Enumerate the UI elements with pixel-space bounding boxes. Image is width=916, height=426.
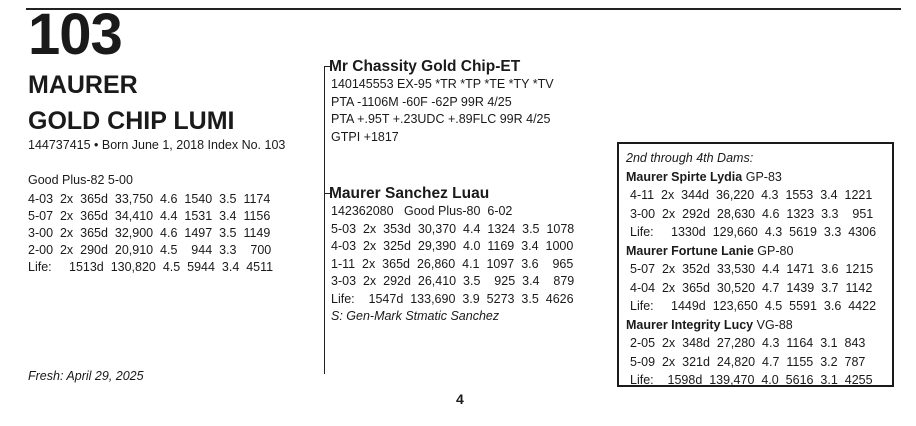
cow-record-row: 4-03 2x 365d 33,750 4.6 1540 3.5 1174 bbox=[28, 192, 271, 206]
sire-name: Mr Chassity Gold Chip-ET bbox=[329, 58, 521, 75]
ancestors-header: 2nd through 4th Dams: bbox=[626, 151, 754, 165]
header-rule bbox=[26, 8, 901, 10]
fresh-date: Fresh: April 29, 2025 bbox=[28, 369, 144, 383]
cow-record-row: 3-00 2x 365d 32,900 4.6 1497 3.5 1149 bbox=[28, 226, 271, 240]
ancestor-record-row: 5-07 2x 352d 33,530 4.4 1471 3.6 1215 bbox=[630, 262, 874, 276]
dam-record-row: 3-03 2x 292d 26,410 3.5 925 3.4 879 bbox=[331, 274, 575, 288]
ancestor-record-row: 4-11 2x 344d 36,220 4.3 1553 3.4 1221 bbox=[630, 188, 873, 202]
cow-name-line-1: MAURER bbox=[28, 71, 138, 99]
dam-block bbox=[329, 185, 574, 326]
dam-record-row: 5-03 2x 353d 30,370 4.4 1324 3.5 1078 bbox=[331, 221, 575, 236]
cow-classification: Good Plus-82 5-00 bbox=[28, 173, 133, 187]
ancestor-lifetime-row: Life: 1449d 123,650 4.5 5591 3.6 4422 bbox=[630, 299, 877, 313]
ancestor-record-row: 4-04 2x 365d 30,520 4.7 1439 3.7 1142 bbox=[630, 280, 873, 295]
ancestor-class: GP-83 bbox=[745, 169, 782, 184]
cow-records bbox=[28, 191, 273, 276]
lot-number: 103 bbox=[28, 2, 122, 67]
dam-record-row: 1-11 2x 365d 26,860 4.1 1097 3.6 965 bbox=[331, 256, 574, 271]
ancestor-class: GP-80 bbox=[757, 243, 794, 258]
sire-id-line: 140145553 EX-95 *TR *TP *TE *TY *TV bbox=[331, 77, 554, 91]
ancestor-class: VG-88 bbox=[756, 317, 793, 332]
ancestor-lifetime-row: Life: 1330d 129,660 4.3 5619 3.3 4306 bbox=[630, 225, 877, 239]
ancestor-name: Maurer Spirte Lydia GP-83 bbox=[626, 169, 782, 184]
cow-name-line-2: GOLD CHIP LUMI bbox=[28, 107, 235, 135]
cow-lifetime-row: Life: 1513d 130,820 4.5 5944 3.4 4511 bbox=[28, 260, 274, 274]
cow-record-row: 2-00 2x 290d 20,910 4.5 944 3.3 700 bbox=[28, 243, 272, 257]
dam-id-class: 142362080 Good Plus-80 6-02 bbox=[331, 204, 513, 218]
ancestor-lifetime-row: Life: 1598d 139,470 4.0 5616 3.1 4255 bbox=[630, 373, 873, 387]
dam-name: Maurer Sanchez Luau bbox=[329, 185, 490, 202]
ancestor-name: Maurer Integrity Lucy VG-88 bbox=[626, 317, 793, 332]
dam-sire-line: S: Gen-Mark Stmatic Sanchez bbox=[331, 309, 500, 323]
dam-record-row: 4-03 2x 325d 29,390 4.0 1169 3.4 1000 bbox=[331, 239, 574, 253]
page-number: 4 bbox=[456, 391, 464, 407]
ancestor-name: Maurer Fortune Lanie GP-80 bbox=[626, 243, 794, 258]
cow-id-line: 144737415 • Born June 1, 2018 Index No. 103 bbox=[28, 138, 286, 152]
sire-pta-production: PTA -1106M -60F -62P 99R 4/25 bbox=[331, 94, 512, 109]
sire-block bbox=[329, 58, 554, 146]
dam-lifetime-row: Life: 1547d 133,690 3.9 5273 3.5 4626 bbox=[331, 291, 574, 306]
ancestor-record-row: 3-00 2x 292d 28,630 4.6 1323 3.3 951 bbox=[630, 206, 874, 221]
sire-pta-type: PTA +.95T +.23UDC +.89FLC 99R 4/25 bbox=[331, 112, 551, 126]
sire-gtpi: GTPI +1817 bbox=[331, 129, 399, 144]
ancestor-record-row: 5-09 2x 321d 24,820 4.7 1155 3.2 787 bbox=[630, 354, 866, 369]
ancestors-list bbox=[626, 149, 876, 390]
ancestor-record-row: 2-05 2x 348d 27,280 4.3 1164 3.1 843 bbox=[630, 336, 866, 350]
cow-record-row: 5-07 2x 365d 34,410 4.4 1531 3.4 1156 bbox=[28, 209, 271, 223]
